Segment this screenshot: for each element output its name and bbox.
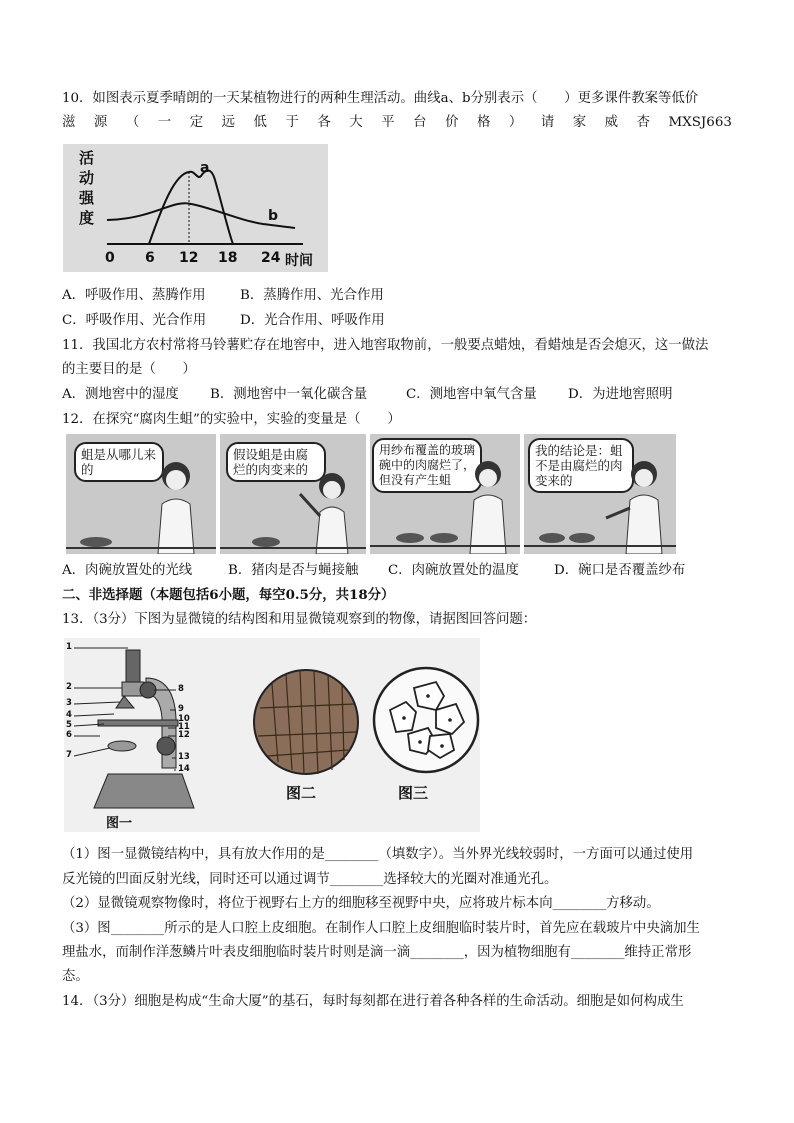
watermark-char: 各 — [317, 115, 331, 130]
maggot-experiment-comic — [66, 434, 676, 554]
part-number-6: 6 — [66, 730, 72, 740]
section-2-heading: 二、非选择题（本题包括6小题，每空0.5分，共18分） — [62, 587, 395, 603]
q13-part3-line2: 理盐水，而制作洋葱鳞片叶表皮细胞临时装片时则是滴一滴________，因为植物细胞有________维持正常形 — [62, 945, 692, 960]
part-number-14: 14 — [178, 764, 190, 774]
part-number-3: 3 — [66, 698, 72, 708]
curve-b — [107, 203, 295, 228]
q12-option-a: A．肉碗放置处的光线 — [62, 563, 193, 578]
q10-stem: 10．如图表示夏季晴朗的一天某植物进行的两种生理活动。曲线a、b分别表示（ ）更多课件教案等低价 — [62, 91, 699, 106]
q13-part1-line1: （1）图一显微镜结构中，具有放大作用的是________（填数字）。当外界光线较弱时，一方面可以通过使用 — [62, 847, 694, 862]
figure-2-label: 图二 — [286, 784, 317, 802]
q13-stem: 13．（3分）下图为显微镜的结构图和用显微镜观察到的物像，请据图回答问题： — [62, 612, 537, 627]
x-tick: 6 — [145, 250, 155, 266]
q12-stem: 12．在探究“腐肉生蛆”的实验中，实验的变量是（ ） — [62, 412, 401, 427]
watermark-char: 远 — [221, 115, 235, 130]
x-label: 时间 — [285, 253, 313, 269]
part-number-4: 4 — [66, 710, 72, 720]
part-number-5: 5 — [66, 720, 72, 730]
q11-option-c: C．测地窖中氧气含量 — [406, 387, 537, 402]
y-label-char: 度 — [79, 209, 95, 227]
part-number-13: 13 — [178, 752, 190, 762]
figure-1-label: 图一 — [106, 816, 133, 831]
q10-option-a: A．呼吸作用、蒸腾作用 — [62, 288, 206, 303]
watermark-char: 源 — [93, 115, 108, 130]
x-tick: 18 — [218, 250, 238, 266]
x-tick: 24 — [261, 250, 281, 266]
microscope-figure — [64, 638, 480, 832]
watermark-char: 威 — [604, 115, 619, 130]
q12-option-c: C．肉碗放置处的温度 — [388, 563, 519, 578]
part-number-9: 9 — [178, 704, 184, 714]
part-number-8: 8 — [178, 684, 184, 694]
watermark-char: 定 — [189, 115, 204, 130]
comic-panel-3 — [370, 434, 520, 554]
figure-3-label: 图三 — [398, 784, 429, 802]
watermark-char: 滋 — [62, 115, 76, 130]
q11-option-a: A．测地窖中的湿度 — [62, 387, 179, 402]
q11-option-b: B．测地窖中一氧化碳含量 — [210, 387, 368, 402]
curve-a-label: a — [200, 160, 210, 176]
q13-part3-line1: （3）图________所示的是人口腔上皮细胞。在制作人口腔上皮细胞临时装片时，首先应在载玻片中央滴加生 — [62, 921, 700, 936]
q11-stem-line1: 11．我国北方农村常将马铃薯贮存在地窖中，进入地窖取物前，一般要点蜡烛，看蜡烛是否会熄灭，这一做法 — [62, 338, 709, 353]
q13-part2: （2）显微镜观察物像时，将位于视野右上方的细胞移至视野中央，应将玻片标本向________方移动。 — [62, 896, 660, 911]
activity-graph — [63, 144, 328, 272]
y-label-char: 强 — [79, 189, 95, 207]
y-label-char: 活 — [79, 149, 95, 167]
part-number-7: 7 — [66, 750, 72, 760]
q11-option-d: D．为进地窖照明 — [568, 387, 673, 402]
watermark-char: 格 — [476, 115, 491, 130]
watermark-char: 杏 — [636, 115, 650, 130]
part-number-1: 1 — [66, 642, 72, 652]
speech-bubble-4: 我的结论是：蛆不是由腐烂的肉变来的 — [528, 438, 634, 493]
curve-b-label: b — [268, 208, 279, 224]
comic-panel-1 — [66, 434, 216, 554]
watermark-char: 平 — [381, 115, 395, 130]
part-number-2: 2 — [66, 682, 72, 692]
part-number-12: 12 — [178, 730, 190, 740]
part-number-11: 11 — [178, 722, 190, 732]
watermark-char: 大 — [349, 115, 363, 130]
q12-option-b: B．猪肉是否与蝇接触 — [228, 563, 359, 578]
watermark-char: 低 — [253, 115, 267, 130]
watermark-char: 一 — [157, 115, 172, 130]
y-label-char: 动 — [79, 169, 95, 187]
comic-panel-4 — [524, 434, 676, 554]
speech-bubble-1: 蛆是从哪儿来的 — [74, 442, 164, 482]
q13-part3-line3: 态。 — [62, 969, 89, 984]
q11-stem-line2: 的主要目的是（ ） — [62, 362, 196, 377]
speech-bubble-2: 假设蛆是由腐烂的肉变来的 — [226, 442, 326, 482]
q12-option-d: D．碗口是否覆盖纱布 — [554, 563, 686, 578]
q10-option-c: C．呼吸作用、光合作用 — [62, 313, 207, 328]
watermark-char: MXSJ663 — [668, 115, 732, 130]
q14-stem: 14．（3分）细胞是构成“生命大厦”的基石，每时每刻都在进行着各种各样的生命活动。细胞是如何构成生 — [62, 994, 684, 1009]
watermark-char: 于 — [285, 115, 299, 130]
comic-panel-2 — [220, 434, 366, 554]
cheek-cells-view — [374, 668, 478, 772]
q10-watermark-line — [62, 113, 732, 133]
curve-a — [149, 171, 233, 245]
q10-option-d: D．光合作用、呼吸作用 — [240, 313, 385, 328]
watermark-char: ） — [508, 115, 523, 130]
speech-bubble-3: 用纱布覆盖的玻璃碗中的肉腐烂了，但没有产生蛆 — [372, 438, 482, 493]
watermark-char: 家 — [572, 115, 587, 130]
x-tick: 12 — [179, 250, 199, 266]
watermark-char: 台 — [413, 115, 427, 130]
watermark-char: （ — [125, 115, 140, 130]
q13-part1-line2: 反光镜的凹面反射光线，同时还可以通过调节________选择较大的光圈对准通光孔。 — [62, 872, 558, 887]
watermark-char: 请 — [540, 115, 555, 130]
watermark-char: 价 — [445, 115, 459, 130]
q10-option-b: B．蒸腾作用、光合作用 — [240, 288, 384, 303]
onion-cells-view — [254, 670, 358, 774]
x-tick: 0 — [105, 250, 115, 266]
part-number-10: 10 — [178, 714, 190, 724]
